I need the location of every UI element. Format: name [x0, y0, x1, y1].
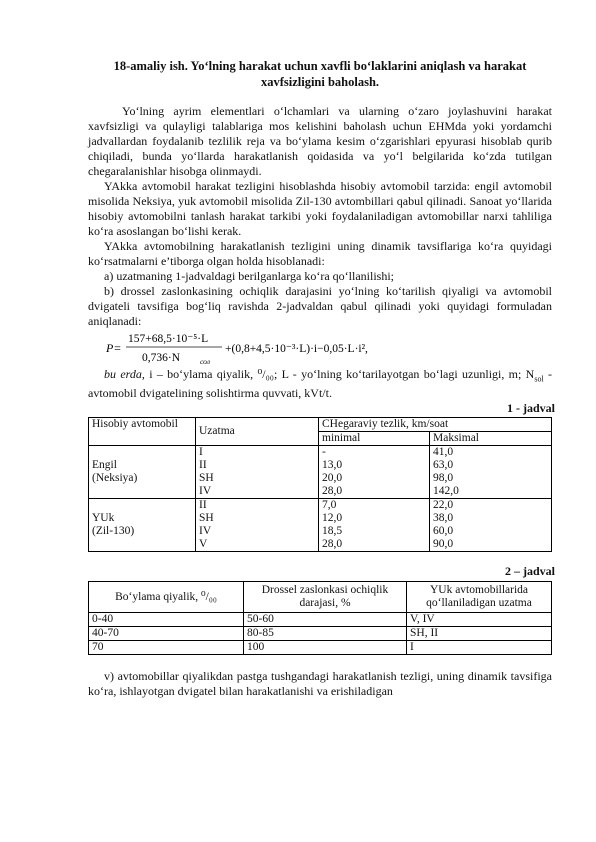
max-speed-value: 142,0 — [433, 485, 459, 498]
min-speed-value: 28,0 — [322, 485, 343, 498]
throttle-cell: 80-85 — [244, 627, 407, 641]
table-speed-limits — [88, 417, 552, 552]
paragraph-intro: Yo‘lning ayrim elementlari o‘lchamlari va ularning o‘zaro joylashuvini harakat xavfsizligi va qulayligi talablariga mos kelishini baholash uchun EHMda yoki yordamchi jadvallardan foydalanib tezlilik reja va bo‘ylama kesim o‘zgarishlari epyurasi hisoblab qurib chiqiladi, bunda yo‘llarda harakatlanish qoidasida va yo‘l belgilarida ko‘zda tutilgan chegaralanishlar hisobga olinmaydi. — [88, 104, 552, 178]
max-speed-value: 41,0 — [433, 446, 454, 459]
explanation-prefix: bu erda — [104, 367, 142, 381]
table-row — [89, 641, 552, 655]
formula-graphic — [88, 329, 552, 367]
max-speed-value: 63,0 — [433, 459, 454, 472]
slope-cell: 40-70 — [89, 627, 244, 641]
min-speed-value: 28,0 — [322, 538, 343, 551]
min-speed-cell — [319, 446, 430, 499]
max-speed-cell — [430, 446, 552, 499]
gear-value: IV — [199, 485, 212, 498]
min-speed-value: 13,0 — [322, 459, 343, 472]
max-speed-value: 90,0 — [433, 538, 454, 551]
table-row — [89, 499, 552, 552]
paragraph-item-a: a) uzatmaning 1-jadvaldagi berilganlarga ko‘ra qo‘llanilishi; — [104, 269, 395, 283]
min-speed-value: 7,0 — [322, 499, 337, 512]
max-speed-value: 22,0 — [433, 499, 454, 512]
paragraph-vehicles: YAkka avtomobil harakat tezligini hisoblashda hisobiy avtomobil tarzida: engil avtomobil misolida Neksiya, yuk avtomobil misolida Zil-130 avtombillari qabul qilinadi. Sanoat yo‘llarida hisobiy avtomobilni tanlash harakat tarkibi yoki foydalaniladigan avtomobillar narxi tahliliga ko‘ra asoslangan bo‘lishi kerak. — [88, 179, 552, 238]
explanation-text: , i – bo‘ylama qiyalik, ⁰/₀₀; L - yo‘lning ko‘tarilayotgan bo‘lagi uzunligi, m; N — [141, 367, 535, 381]
max-speed-value: 98,0 — [433, 472, 454, 485]
vehicle-type: YUk — [92, 512, 115, 525]
table-row — [89, 613, 552, 627]
formula-denominator: 0,736·N — [142, 352, 181, 364]
gear-cell: SH, II — [407, 627, 552, 641]
header-speed: CHegaraviy tezlik, km/soat — [319, 418, 552, 432]
header-vehicle: Hisobiy avtomobil — [89, 418, 196, 446]
header-gear: Uzatma — [196, 418, 319, 446]
table-throttle — [88, 581, 552, 655]
gear-cell: V, IV — [407, 613, 552, 627]
max-speed-value: 38,0 — [433, 512, 454, 525]
min-speed-value: 20,0 — [322, 472, 343, 485]
header-min: minimal — [319, 432, 430, 446]
page-title: 18-amaliy ish. Yo‘lning harakat uchun xavfli bo‘laklarini aniqlash va harakat xavfsizligini baholash. — [113, 59, 527, 89]
document-page — [88, 58, 555, 699]
slope-cell: 0-40 — [89, 613, 244, 627]
header-throttle: Drossel zaslonkasi ochiqlik darajasi, % — [244, 582, 407, 613]
min-speed-value: 12,0 — [322, 512, 343, 525]
vehicle-cell — [89, 499, 196, 552]
gear-cell: I — [407, 641, 552, 655]
header-gear-trucks: YUk avtomobillarida qo‘llaniladigan uzatma — [407, 582, 552, 613]
gear-value: I — [199, 446, 203, 459]
header-max: Maksimal — [430, 432, 552, 446]
gear-cell — [196, 499, 319, 552]
gear-value: II — [199, 499, 207, 512]
throttle-formula — [88, 329, 552, 367]
explanation-suffix: - avtomobil dvigatelining solishtirma quvvati, kVt/t. — [88, 367, 553, 401]
gear-value: SH — [199, 512, 214, 525]
gear-value: V — [199, 538, 208, 551]
table2-label: 2 – jadval — [504, 564, 555, 579]
min-speed-cell — [319, 499, 430, 552]
table-row — [89, 446, 552, 499]
paragraph-item-b: b) drossel zaslonkasining ochiqlik darajasini yo‘lning ko‘tarilish qiyaligi va avtomobil dvigateli tavsifiga bog‘liq ravishda 2-jadvaldan qabul qilinadi yoki quyidagi formuladan aniqlanadi: — [88, 284, 552, 328]
throttle-cell: 100 — [244, 641, 407, 655]
paragraph-closing: v) avtomobillar qiyalikdan pastga tushgandagi harakatlanish tezligi, uning dinamik tavsifiga ko‘ra, ishlayotgan dvigatel bilan harakatlanishi va erishiladigan — [88, 669, 552, 699]
formula-rest: +(0,8+4,5·10⁻³·L)·i−0,05·L·i², — [225, 343, 368, 355]
table-row — [89, 627, 552, 641]
vehicle-model: (Neksiya) — [92, 472, 138, 485]
formula-numerator: 157+68,5·10⁻⁵·L — [128, 333, 209, 345]
gear-value: IV — [199, 525, 212, 538]
explanation-subscript: sol — [534, 374, 544, 384]
min-speed-value: - — [322, 446, 326, 459]
slope-cell: 70 — [89, 641, 244, 655]
gear-value: SH — [199, 472, 214, 485]
formula-lhs: P= — [106, 341, 122, 355]
table1-label: 1 - jadval — [507, 401, 555, 416]
vehicle-model: (Zil-130) — [92, 525, 135, 538]
gear-value: II — [199, 459, 207, 472]
vehicle-type: Engil — [92, 459, 117, 472]
formula-explanation — [88, 367, 552, 401]
throttle-cell: 50-60 — [244, 613, 407, 627]
max-speed-cell — [430, 499, 552, 552]
min-speed-value: 18,5 — [322, 525, 343, 538]
paragraph-speed: YAkka avtomobilning harakatlanish tezligini uning dinamik tavsiflariga ko‘ra quyidagi ko‘rsatmalarni e’tiborga olgan holda hisoblanadi: — [88, 239, 552, 268]
formula-denominator-subscript: сол — [200, 357, 210, 366]
vehicle-cell — [89, 446, 196, 499]
gear-cell — [196, 446, 319, 499]
header-slope: Bo‘ylama qiyalik, ⁰/₀₀ — [89, 582, 244, 613]
max-speed-value: 60,0 — [433, 525, 454, 538]
